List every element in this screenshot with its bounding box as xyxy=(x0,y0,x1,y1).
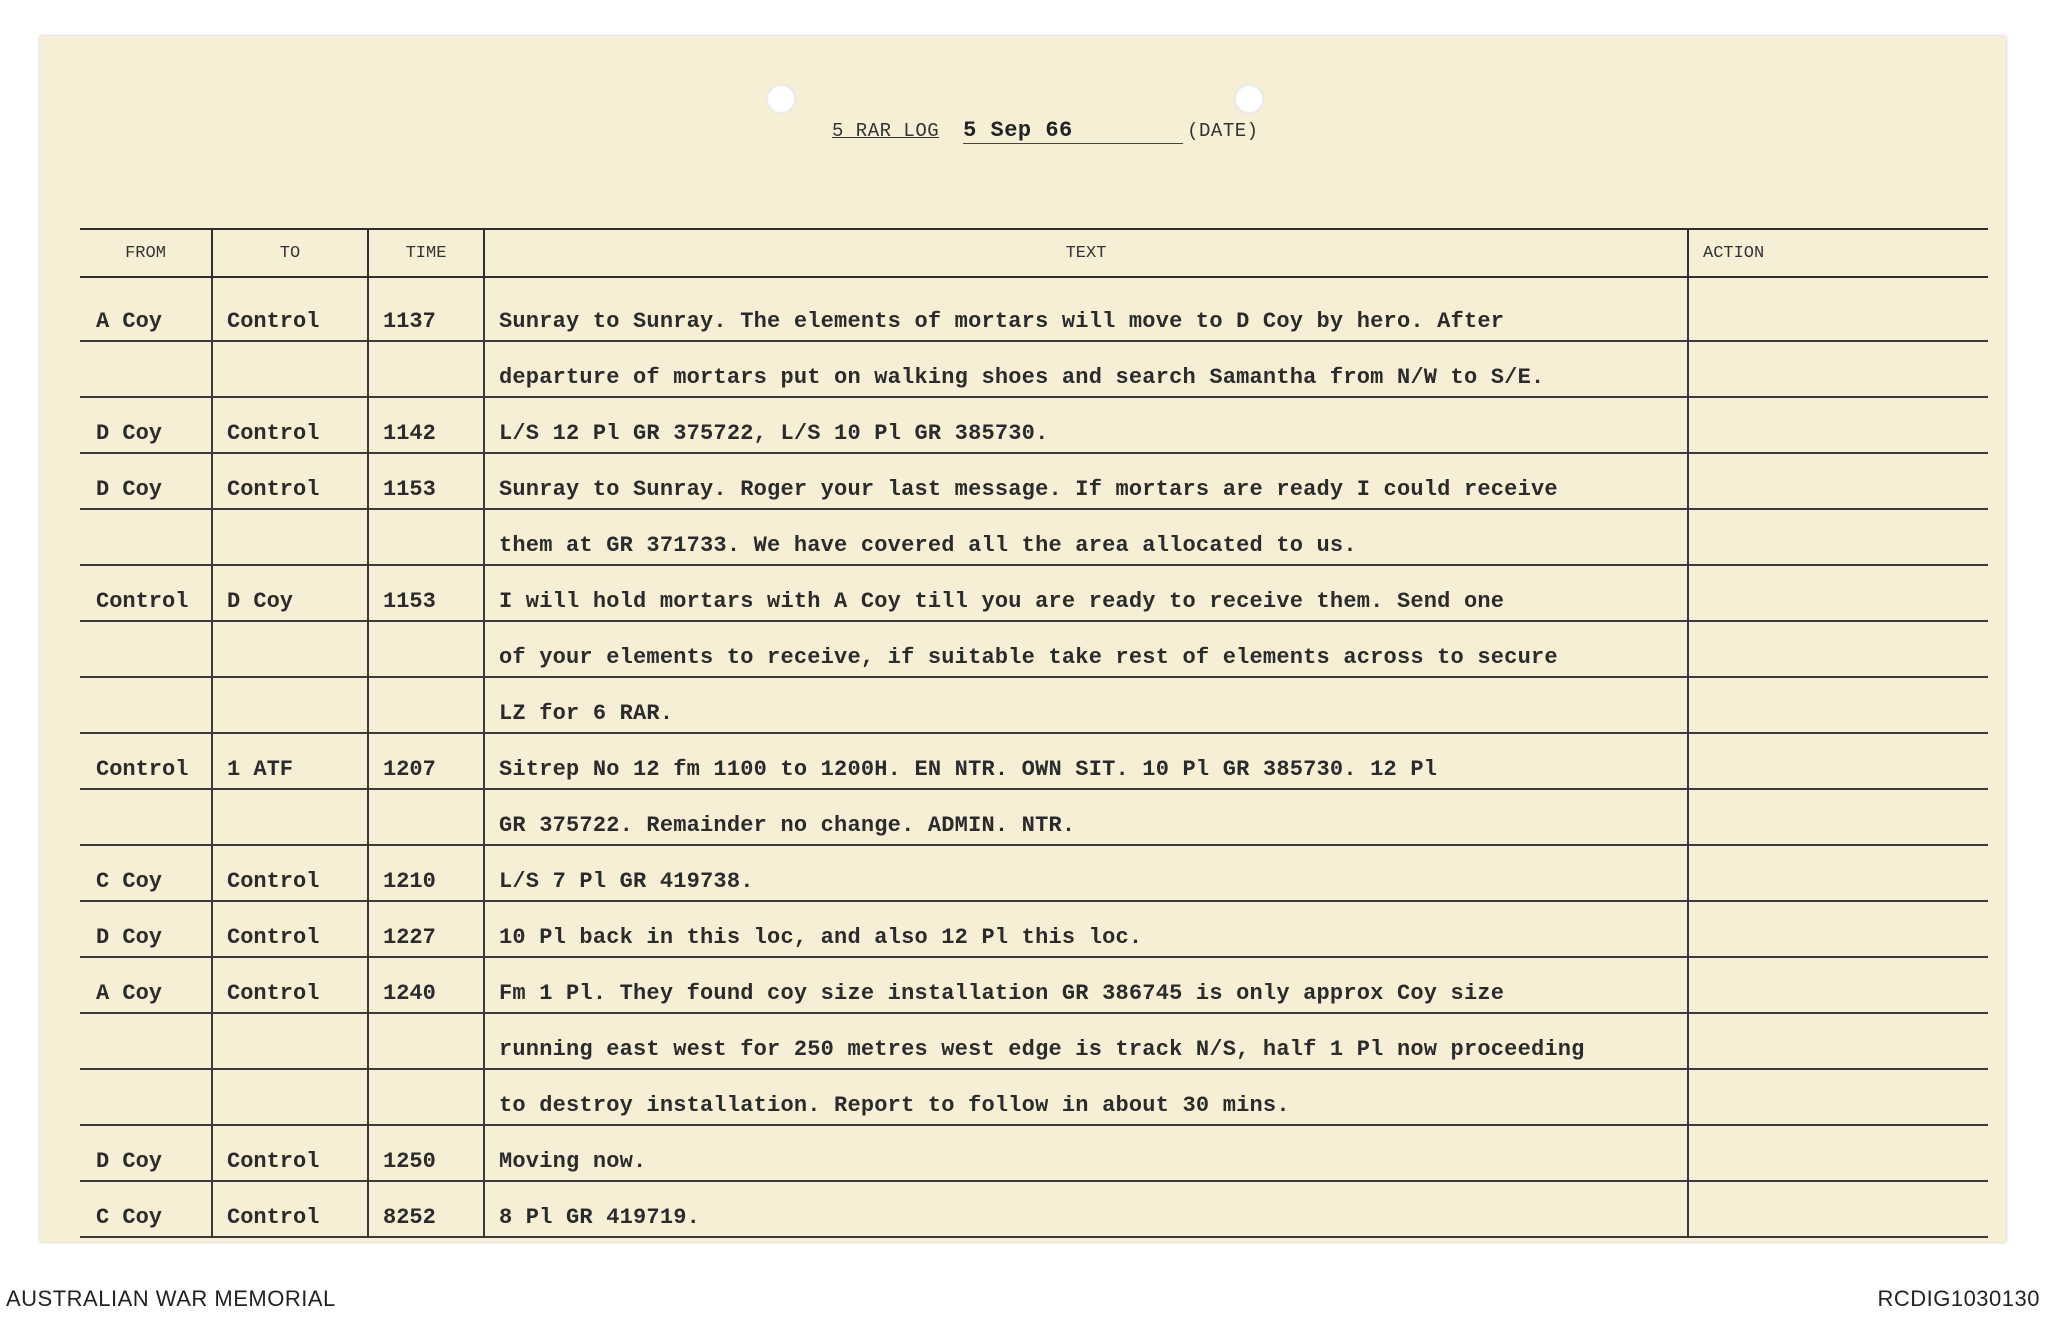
cell-to xyxy=(212,789,368,845)
cell-action xyxy=(1688,621,1988,677)
cell-action xyxy=(1688,901,1988,957)
cell-to: Control xyxy=(212,453,368,509)
cell-to xyxy=(212,621,368,677)
cell-action xyxy=(1688,789,1988,845)
cell-time: 1153 xyxy=(368,565,484,621)
cell-text: Sunray to Sunray. Roger your last message. If mortars are ready I could receive xyxy=(484,453,1688,509)
table-row xyxy=(80,509,1988,565)
log-table xyxy=(80,228,1988,1238)
cell-time xyxy=(368,677,484,733)
table-row xyxy=(80,277,1988,341)
cell-text: Sitrep No 12 fm 1100 to 1200H. EN NTR. OWN SIT. 10 Pl GR 385730. 12 Pl xyxy=(484,733,1688,789)
cell-time: 8252 xyxy=(368,1181,484,1237)
cell-to: 1 ATF xyxy=(212,733,368,789)
cell-to: Control xyxy=(212,397,368,453)
column-header-from: FROM xyxy=(80,229,212,277)
cell-time: 1240 xyxy=(368,957,484,1013)
table-row xyxy=(80,621,1988,677)
cell-from xyxy=(80,341,212,397)
cell-from: D Coy xyxy=(80,1125,212,1181)
column-header-to: TO xyxy=(212,229,368,277)
cell-text: L/S 12 Pl GR 375722, L/S 10 Pl GR 385730. xyxy=(484,397,1688,453)
punch-hole xyxy=(1234,84,1264,114)
cell-from xyxy=(80,789,212,845)
cell-from: Control xyxy=(80,733,212,789)
cell-time xyxy=(368,621,484,677)
cell-from: D Coy xyxy=(80,453,212,509)
cell-action xyxy=(1688,397,1988,453)
log-title xyxy=(832,118,1259,144)
log-date: 5 Sep 66 xyxy=(963,118,1183,144)
table-row xyxy=(80,845,1988,901)
cell-from xyxy=(80,677,212,733)
cell-from: Control xyxy=(80,565,212,621)
table-row xyxy=(80,1013,1988,1069)
cell-time xyxy=(368,341,484,397)
cell-text: to destroy installation. Report to follow in about 30 mins. xyxy=(484,1069,1688,1125)
cell-action xyxy=(1688,733,1988,789)
cell-to xyxy=(212,341,368,397)
cell-to xyxy=(212,1013,368,1069)
column-header-action: ACTION xyxy=(1688,229,1988,277)
cell-from: D Coy xyxy=(80,397,212,453)
cell-time xyxy=(368,509,484,565)
cell-action xyxy=(1688,845,1988,901)
cell-to: Control xyxy=(212,277,368,341)
cell-text: I will hold mortars with A Coy till you are ready to receive them. Send one xyxy=(484,565,1688,621)
cell-to: D Coy xyxy=(212,565,368,621)
cell-action xyxy=(1688,1181,1988,1237)
record-id-label: RCDIG1030130 xyxy=(1877,1286,2040,1311)
cell-time: 1227 xyxy=(368,901,484,957)
cell-time xyxy=(368,1069,484,1125)
cell-text: Moving now. xyxy=(484,1125,1688,1181)
cell-time: 1210 xyxy=(368,845,484,901)
cell-time: 1153 xyxy=(368,453,484,509)
cell-text: 10 Pl back in this loc, and also 12 Pl this loc. xyxy=(484,901,1688,957)
table-row xyxy=(80,1181,1988,1237)
cell-text: of your elements to receive, if suitable take rest of elements across to secure xyxy=(484,621,1688,677)
cell-action xyxy=(1688,565,1988,621)
cell-action xyxy=(1688,1125,1988,1181)
punch-hole xyxy=(766,84,796,114)
log-name: 5 RAR LOG xyxy=(832,120,940,142)
cell-from xyxy=(80,1013,212,1069)
cell-action xyxy=(1688,1069,1988,1125)
table-row xyxy=(80,957,1988,1013)
cell-from xyxy=(80,621,212,677)
table-row xyxy=(80,789,1988,845)
cell-action xyxy=(1688,677,1988,733)
cell-to: Control xyxy=(212,1181,368,1237)
table-row xyxy=(80,733,1988,789)
date-label: (DATE) xyxy=(1187,120,1259,142)
cell-from xyxy=(80,509,212,565)
cell-action xyxy=(1688,277,1988,341)
cell-from xyxy=(80,1069,212,1125)
cell-time: 1207 xyxy=(368,733,484,789)
table-row xyxy=(80,1069,1988,1125)
cell-action xyxy=(1688,453,1988,509)
cell-to: Control xyxy=(212,901,368,957)
cell-time: 1142 xyxy=(368,397,484,453)
table-row xyxy=(80,397,1988,453)
table-header-row xyxy=(80,229,1988,277)
table-row xyxy=(80,565,1988,621)
cell-text: Fm 1 Pl. They found coy size installation GR 386745 is only approx Coy size xyxy=(484,957,1688,1013)
cell-from: A Coy xyxy=(80,277,212,341)
cell-to: Control xyxy=(212,1125,368,1181)
institution-label: AUSTRALIAN WAR MEMORIAL xyxy=(6,1286,336,1311)
column-header-time: TIME xyxy=(368,229,484,277)
cell-time xyxy=(368,1013,484,1069)
cell-text: running east west for 250 metres west edge is track N/S, half 1 Pl now proceeding xyxy=(484,1013,1688,1069)
cell-text: departure of mortars put on walking shoes and search Samantha from N/W to S/E. xyxy=(484,341,1688,397)
cell-text: LZ for 6 RAR. xyxy=(484,677,1688,733)
cell-text: GR 375722. Remainder no change. ADMIN. NTR. xyxy=(484,789,1688,845)
cell-action xyxy=(1688,957,1988,1013)
table-row xyxy=(80,677,1988,733)
table-row xyxy=(80,1125,1988,1181)
cell-time xyxy=(368,789,484,845)
cell-text: Sunray to Sunray. The elements of mortars will move to D Coy by hero. After xyxy=(484,277,1688,341)
cell-to xyxy=(212,509,368,565)
cell-to: Control xyxy=(212,845,368,901)
cell-text: L/S 7 Pl GR 419738. xyxy=(484,845,1688,901)
cell-text: them at GR 371733. We have covered all the area allocated to us. xyxy=(484,509,1688,565)
cell-action xyxy=(1688,1013,1988,1069)
cell-from: D Coy xyxy=(80,901,212,957)
cell-action xyxy=(1688,341,1988,397)
cell-from: C Coy xyxy=(80,845,212,901)
cell-to: Control xyxy=(212,957,368,1013)
cell-to xyxy=(212,677,368,733)
cell-time: 1137 xyxy=(368,277,484,341)
cell-from: A Coy xyxy=(80,957,212,1013)
cell-action xyxy=(1688,509,1988,565)
column-header-text: TEXT xyxy=(484,229,1688,277)
cell-to xyxy=(212,1069,368,1125)
table-row xyxy=(80,341,1988,397)
table-row xyxy=(80,901,1988,957)
table-row xyxy=(80,453,1988,509)
cell-time: 1250 xyxy=(368,1125,484,1181)
cell-from: C Coy xyxy=(80,1181,212,1237)
cell-text: 8 Pl GR 419719. xyxy=(484,1181,1688,1237)
